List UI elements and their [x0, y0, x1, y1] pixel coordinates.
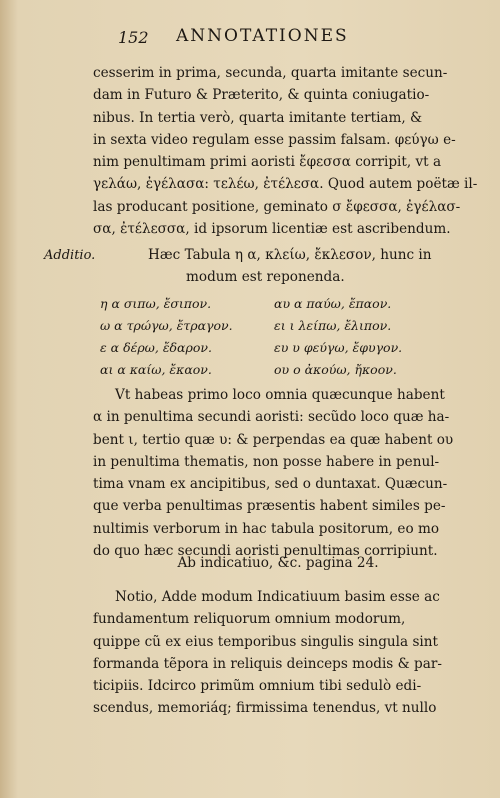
text-line: tima vnam ex ancipitibus, sed ο duntaxat. Quæcun-: [93, 476, 448, 493]
table-cell: ευ υ φεύγω, ἔφυγον.: [274, 340, 403, 355]
paragraph-1: [93, 62, 478, 240]
page-number: 152: [118, 28, 149, 47]
table-row: [100, 318, 460, 340]
text-line: cesserim in prima, secunda, quarta imitante secun-: [93, 65, 448, 81]
table-row: [100, 340, 460, 362]
text-line: γελάω, ἐγέλασα: τελέω, ἐτέλεσα. Quod autem poëtæ il-: [93, 176, 478, 193]
text-line: que verba penultimas præsentis habent similes pe-: [93, 498, 446, 515]
text-line: formanda tẽpora in reliquis deinceps modis & par-: [93, 655, 442, 672]
text-line: nim penultimam primi aoristi ἔφεσσα corripit, vt a: [93, 154, 442, 171]
section-heading: Ab indicatiuo, &c. pagina 24.: [177, 555, 379, 571]
table-row: [100, 296, 460, 318]
text-line: quippe cũ ex eius temporibus singulis singula sint: [93, 633, 439, 650]
table-cell: η α σιπω, ἔσιπον.: [100, 296, 212, 311]
paragraph-4: [93, 586, 463, 720]
table-cell: αι α καίω, ἔκαον.: [100, 362, 212, 377]
page-header: [118, 26, 448, 56]
paragraph-3: [93, 384, 463, 562]
text-line: σα, ἐτέλεσσα, id ipsorum licentiæ est ascribendum.: [93, 221, 451, 238]
table-cell: ου ο ἀκούω, ἤκοον.: [274, 362, 397, 377]
text-line: modum est reponenda.: [186, 269, 345, 286]
text-line: in sexta video regulam esse passim falsam. φεύγω e-: [93, 131, 456, 148]
text-line: Notio, Adde modum Indicatiuum basim esse ac: [115, 589, 440, 605]
running-head: ANNOTATIONES: [176, 26, 349, 46]
text-line: Hæc Tabula η α, κλείω, ἔκλεσον, hunc in: [148, 247, 432, 263]
text-line: nultimis verborum in hac tabula positorum, eo mo: [93, 520, 440, 537]
paragraph-2: [148, 244, 448, 289]
margin-note: Additio.: [44, 248, 96, 263]
table-cell: ει ι λείπω, ἔλιπον.: [274, 318, 392, 333]
table-cell: ε α δέρω, ἔδαρον.: [100, 340, 212, 355]
text-line: ticipiis. Idcirco primũm omnium tibi sedulò edi-: [93, 678, 422, 695]
text-line: nibus. In tertia verò, quarta imitante tertiam, &: [93, 109, 423, 126]
text-line: scendus, memoriáq; firmissima tenendus, vt nullo: [93, 700, 437, 717]
table-row: [100, 362, 460, 384]
text-line: do quo hæc secundi aoristi penultimas corripiunt.: [93, 543, 438, 560]
table-cell: ω α τρώγω, ἔτραγον.: [100, 318, 233, 333]
text-line: in penultima thematis, non posse habere in penul-: [93, 453, 440, 470]
text-line: Vt habeas primo loco omnia quæcunque habent: [115, 387, 445, 403]
verb-table: [100, 296, 460, 384]
text-line: α in penultima secundi aoristi: secũdo loco quæ ha-: [93, 409, 450, 426]
text-line: dam in Futuro & Præterito, & quinta coniugatio-: [93, 87, 430, 104]
text-line: las producant positione, geminato σ ἔφεσσα, ἐγέλασ-: [93, 198, 461, 215]
table-cell: αυ α παύω, ἔπαον.: [274, 296, 392, 311]
text-line: fundamentum reliquorum omnium modorum,: [93, 611, 406, 628]
text-line: bent ι, tertio quæ υ: & perpendas ea quæ habent ου: [93, 431, 454, 448]
